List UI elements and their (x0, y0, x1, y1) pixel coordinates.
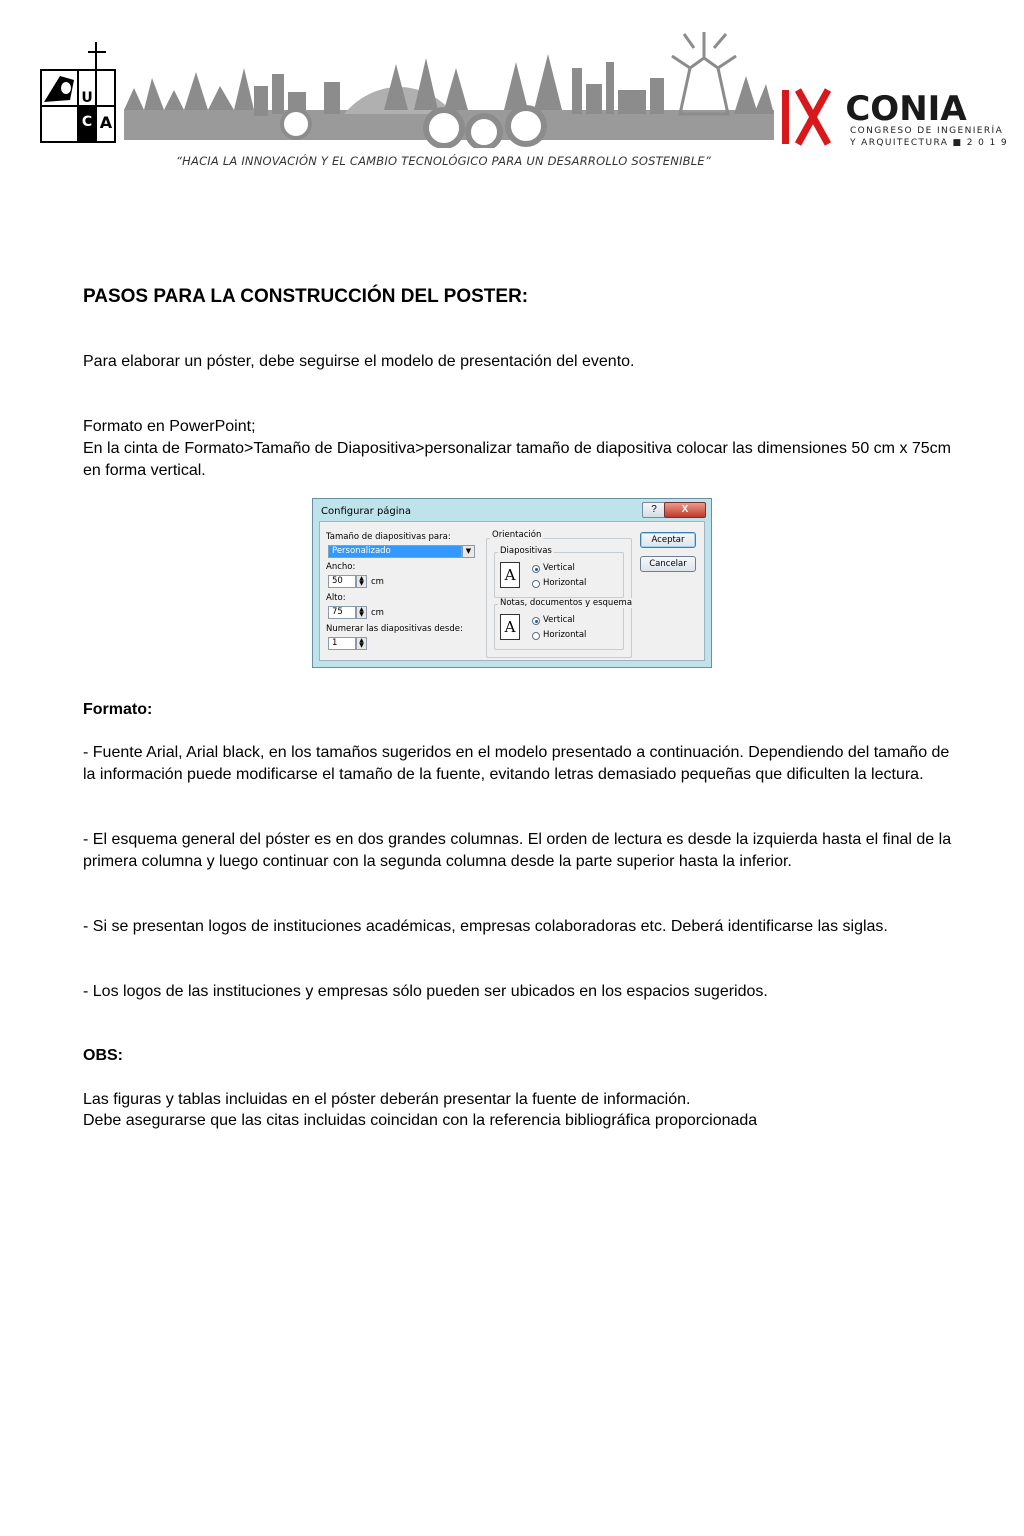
page-title: PASOS PARA LA CONSTRUCCIÓN DEL POSTER: (83, 286, 529, 307)
intro-paragraph: Para elaborar un póster, debe seguirse el modelo de presentación del evento. (83, 353, 635, 370)
height-unit: cm (371, 608, 384, 618)
height-field: 75 (328, 606, 356, 619)
cancel-button: Cancelar (640, 556, 696, 572)
width-unit: cm (371, 577, 384, 587)
formato-heading: Formato: (83, 701, 153, 718)
svg-text:A: A (99, 113, 113, 132)
height-spinner-icon: ▲ ▼ (356, 606, 367, 619)
portrait-page-icon: A (500, 562, 520, 588)
conia-wordmark: CONIA (845, 89, 967, 129)
format-instruction: En la cinta de Formato>Tamaño de Diapositiva>personalizar tamaño de diapositiva colocar las dimensiones 50 cm x 75cm en forma vertical. (83, 440, 952, 479)
slides-horizontal-label: Horizontal (543, 578, 587, 588)
conia-subtitle-line1: CONGRESO DE INGENIERÍA (850, 126, 1004, 136)
bullet-item: - Fuente Arial, Arial black, en los tamaños sugeridos en el modelo presentado a continuación. Dependiendo del tamaño de la información puede modificarse el tamaño de la fuente, evitando letras demasiado pequeñas que dificulten la lectura. (83, 744, 950, 783)
chevron-down-icon: ▼ (462, 545, 475, 558)
height-label: Alto: (326, 593, 346, 603)
numbering-spinner-icon: ▲ ▼ (356, 637, 367, 650)
bullet-item: - El esquema general del póster es en dos grandes columnas. El orden de lectura es desde la izquierda hasta el final de la primera columna y luego continuar con la segunda columna desde la parte superior hasta la inferior. (83, 831, 952, 870)
conia-subtitle-line2: Y ARQUITECTURA ■ 2 0 1 9 (850, 138, 1009, 148)
notes-vertical-radio (532, 617, 540, 625)
width-label: Ancho: (326, 562, 356, 572)
event-slogan: “HACIA LA INNOVACIÓN Y EL CAMBIO TECNOLÓGICO PARA UN DESARROLLO SOSTENIBLE” (176, 154, 711, 168)
obs-heading: OBS: (83, 1047, 123, 1064)
notes-label: Notas, documentos y esquema (500, 598, 633, 608)
bullet-item: - Los logos de las instituciones y empresas sólo pueden ser ubicados en los espacios sugeridos. (83, 983, 768, 1000)
help-icon: ? (642, 502, 666, 518)
notes-horizontal-label: Horizontal (543, 630, 587, 640)
page-setup-dialog-screenshot (312, 498, 712, 668)
slides-vertical-radio (532, 565, 540, 573)
obs-line: Debe asegurarse que las citas incluidas coincidan con la referencia bibliográfica proporcionada (83, 1112, 758, 1129)
orientation-label: Orientación (492, 530, 542, 540)
svg-text:C: C (81, 114, 93, 130)
bullet-item: - Si se presentan logos de instituciones académicas, empresas colaboradoras etc. Deberá identificarse las siglas. (83, 918, 888, 935)
notes-horizontal-radio (532, 632, 540, 640)
slides-vertical-label: Vertical (543, 563, 575, 573)
width-field: 50 (328, 575, 356, 588)
numbering-label: Numerar las diapositivas desde: (326, 624, 463, 634)
format-heading: Formato en PowerPoint; (83, 418, 256, 435)
width-spinner-icon: ▲ ▼ (356, 575, 367, 588)
dialog-title: Configurar página (321, 506, 412, 517)
size-select: Personalizado (328, 545, 462, 558)
numbering-field: 1 (328, 637, 356, 650)
slides-horizontal-radio (532, 580, 540, 588)
slides-label: Diapositivas (500, 546, 552, 556)
accept-button: Aceptar (640, 532, 696, 548)
notes-vertical-label: Vertical (543, 615, 575, 625)
city-skyline-banner (124, 28, 774, 148)
close-icon: X (664, 502, 706, 518)
portrait-page-icon: A (500, 614, 520, 640)
dialog-body (319, 521, 705, 661)
size-label: Tamaño de diapositivas para: (326, 532, 451, 542)
svg-text:U: U (81, 90, 93, 106)
uca-logo (40, 40, 116, 144)
obs-line: Las figuras y tablas incluidas en el póster deberán presentar la fuente de información. (83, 1091, 691, 1108)
